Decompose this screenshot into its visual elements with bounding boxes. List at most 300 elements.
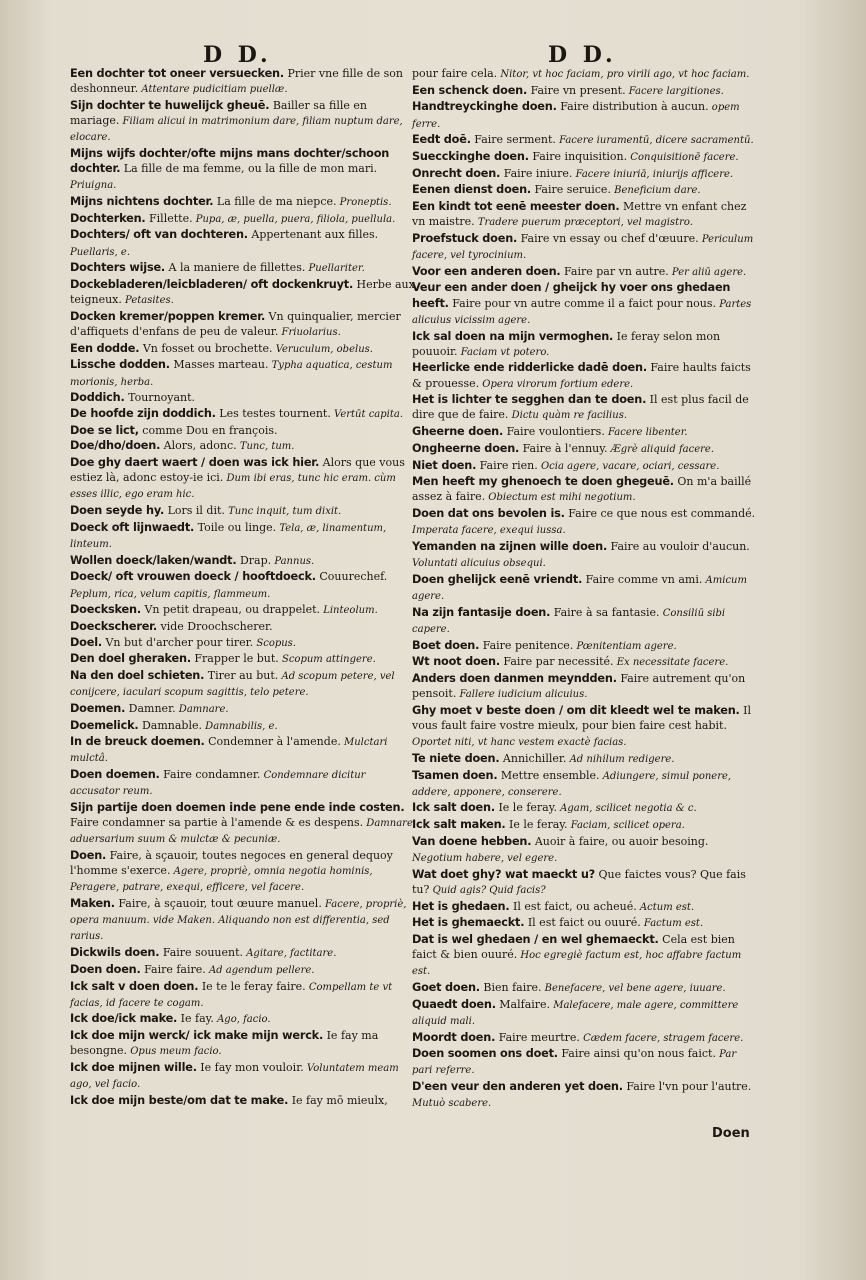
french-gloss: La fille de ma femme, ou la fille de mon mari. xyxy=(120,162,378,176)
french-gloss: Annichiller. xyxy=(499,751,567,765)
headword: Onrecht doen. xyxy=(412,166,501,180)
dictionary-entry xyxy=(70,962,415,978)
latin-gloss: Negotium habere, vel egere. xyxy=(412,853,558,864)
headword: Het is ghemaeckt. xyxy=(412,916,525,930)
header-left: D D. xyxy=(203,42,272,68)
headword: Niet doen. xyxy=(412,458,477,472)
latin-gloss: Pannus. xyxy=(271,555,315,567)
headword: Doe se lict, xyxy=(70,423,139,437)
dictionary-entry xyxy=(70,945,415,961)
dictionary-entry xyxy=(70,277,415,308)
dictionary-entry xyxy=(70,602,415,618)
headword: Na zijn fantasije doen. xyxy=(412,605,551,619)
dictionary-entry xyxy=(70,734,415,766)
french-gloss: Faire ainsi qu'on nous faict. xyxy=(557,1047,716,1061)
dictionary-entry xyxy=(70,309,415,340)
headword: Doeck oft lijnwaedt. xyxy=(70,520,195,534)
headword: Ick doe mijnen wille. xyxy=(70,1060,197,1074)
french-gloss: Ie le feray. xyxy=(494,801,557,815)
dictionary-entry xyxy=(70,503,415,519)
headword: Den doel gheraken. xyxy=(70,652,191,666)
french-gloss: Drap. xyxy=(236,553,272,567)
french-gloss: Faire autrement qu'on pensoit. xyxy=(412,671,746,701)
dictionary-entry xyxy=(412,264,757,280)
latin-gloss: Priuigna. xyxy=(70,180,117,192)
dictionary-entry xyxy=(412,360,757,391)
dictionary-entry xyxy=(412,997,757,1029)
headword: Dat is wel ghedaen / en wel ghemaeckt. xyxy=(412,932,659,946)
latin-gloss: Puellaris, e. xyxy=(70,246,131,258)
latin-gloss: Ad scopum petere, vel conijcere, iaculari scopum sagittis, telo petere. xyxy=(70,670,395,699)
headword: Het is ghedaen. xyxy=(412,899,510,913)
headword: Een schenck doen. xyxy=(412,83,528,97)
dictionary-entry xyxy=(412,915,757,931)
french-gloss: La fille de ma niepce. xyxy=(213,195,337,208)
french-gloss: pour faire cela. xyxy=(412,67,498,80)
dictionary-entry xyxy=(412,638,757,654)
dictionary-entry xyxy=(412,329,757,360)
headword: Ick salt v doen doen. xyxy=(70,979,199,993)
dictionary-entry xyxy=(412,66,757,82)
latin-gloss: Ago, facio. xyxy=(213,1014,271,1026)
dictionary-entry xyxy=(70,455,415,503)
french-gloss: Faire à sa fantasie. xyxy=(550,605,660,619)
headword: Eenen dienst doen. xyxy=(412,183,532,197)
latin-gloss: Actum est. xyxy=(636,901,695,913)
headword: Dochterken. xyxy=(70,211,146,225)
headword: Docken kremer/poppen kremer. xyxy=(70,309,266,323)
dictionary-entry xyxy=(412,506,757,538)
french-gloss: Faire ce que nous est commandé. xyxy=(564,507,756,521)
french-gloss: Prier vne fille de son deshonneur. xyxy=(70,67,403,96)
french-gloss: Ie fay ma besongne. xyxy=(70,1029,379,1058)
latin-gloss: Imperata facere, exequi iussa. xyxy=(412,525,566,537)
french-gloss: Ie fay mō mieulx, xyxy=(288,1093,388,1107)
dictionary-entry xyxy=(70,718,415,734)
latin-gloss: Facere, propriè, opera manuum. vide Maken. Aliquando non est differentia, sed rarius. xyxy=(70,899,407,943)
latin-gloss: Hoc egregiè factum est, hoc affabre factum est. xyxy=(412,950,742,978)
dictionary-entry xyxy=(70,423,415,438)
headword: Doen doen. xyxy=(70,962,141,976)
dictionary-entry xyxy=(412,1046,757,1078)
headword: Men heeft my ghenoech te doen ghegeuē. xyxy=(412,475,674,489)
dictionary-entry xyxy=(70,146,415,194)
french-gloss: Faire pour vn autre comme il a faict pour nous. xyxy=(448,296,717,310)
french-gloss: Faire meurtre. xyxy=(495,1030,580,1044)
headword: Doemen. xyxy=(70,701,126,715)
latin-gloss: Benefacere, vel bene agere, iuuare. xyxy=(541,983,726,994)
dictionary-entry xyxy=(412,424,757,440)
french-gloss: Vn petit drapeau, ou drappelet. xyxy=(140,603,321,617)
dictionary-entry xyxy=(70,701,415,717)
french-gloss: Faire faire. xyxy=(140,962,206,976)
french-gloss: Il est faict ou ouuré. xyxy=(524,916,641,930)
dictionary-entry xyxy=(70,520,415,552)
headword: Wollen doeck/laken/wandt. xyxy=(70,553,237,567)
headword: Ick doe mijn beste/om dat te make. xyxy=(70,1093,289,1107)
dictionary-entry xyxy=(412,474,757,505)
dictionary-entry xyxy=(70,668,415,700)
french-gloss: Faire voulontiers. xyxy=(503,425,605,439)
french-gloss: Bailler sa fille en mariage. xyxy=(70,98,367,128)
latin-gloss: Facere iuramentū, dicere sacramentū. xyxy=(555,135,754,147)
french-gloss: Fillette. xyxy=(145,211,193,225)
left-column xyxy=(70,66,415,1109)
french-gloss: Faire haults faicts & prouesse. xyxy=(412,361,751,390)
french-gloss: Faire, à sçauoir, toutes negoces en general dequoy l'homme s'exerce. xyxy=(70,849,393,878)
french-gloss: Appertenant aux filles. xyxy=(247,228,379,242)
headword: Doe/dho/doen. xyxy=(70,439,161,453)
headword: Gheerne doen. xyxy=(412,425,504,439)
headword: Tsamen doen. xyxy=(412,768,498,782)
latin-gloss: Dum ibi eras, tunc hic eram. cùm esses illic, ego eram hic. xyxy=(70,473,396,501)
latin-gloss: Damnabilis, e. xyxy=(202,720,278,732)
dictionary-entry xyxy=(70,1028,415,1059)
french-gloss: Bien faire. xyxy=(479,981,542,994)
french-gloss: Il vous fault faire vostre mieulx, pour bien faire cest habit. xyxy=(412,703,752,732)
latin-gloss: Periculum facere, vel tyrocinium. xyxy=(412,233,754,262)
headword: Doeck/ oft vrouwen doeck / hooftdoeck. xyxy=(70,570,316,584)
french-gloss: Que faictes vous? Que fais tu? xyxy=(412,867,746,896)
headword: Ongheerne doen. xyxy=(412,441,520,455)
dictionary-entry xyxy=(412,703,757,751)
french-gloss: Frapper le but. xyxy=(190,652,279,666)
headword: Mijns wijfs dochter/ofte mijns mans dochter/schoon dochter. xyxy=(70,146,390,176)
french-gloss: Faire à l'ennuy. xyxy=(519,441,608,455)
latin-gloss: Linteolum. xyxy=(320,605,378,617)
latin-gloss: Dictu quàm re facilius. xyxy=(508,410,628,422)
dictionary-entry xyxy=(412,1079,757,1111)
dictionary-entry xyxy=(70,227,415,259)
french-gloss: Lors il dit. xyxy=(164,504,225,518)
headword: Boet doen. xyxy=(412,638,480,652)
dictionary-entry xyxy=(70,896,415,945)
headword: Heerlicke ende ridderlicke dadē doen. xyxy=(412,361,647,375)
headword: Anders doen danmen meyndden. xyxy=(412,671,617,685)
latin-gloss: Agitare, factitare. xyxy=(243,948,337,960)
headword: Te niete doen. xyxy=(412,751,500,765)
french-gloss: Faire souuent. xyxy=(159,946,244,960)
dictionary-entry xyxy=(412,899,757,915)
latin-gloss: Pupa, æ, puella, puera, filiola, puellula. xyxy=(192,213,396,225)
latin-gloss: Ægrè aliquid facere. xyxy=(607,443,715,455)
headword: Suecckinghe doen. xyxy=(412,149,529,163)
headword: Voor een anderen doen. xyxy=(412,264,561,278)
dictionary-entry xyxy=(70,1011,415,1027)
headword: Doen soomen ons doet. xyxy=(412,1047,558,1061)
headword: Ick doe mijn werck/ ick make mijn werck. xyxy=(70,1029,324,1043)
french-gloss: Faire rien. xyxy=(476,458,538,472)
headword: Mijns nichtens dochter. xyxy=(70,195,214,208)
french-gloss: Faire distribution à aucun. xyxy=(556,100,709,114)
latin-gloss: Quid agis? Quid facis? xyxy=(429,884,546,896)
latin-gloss: Faciam vt potero. xyxy=(457,346,550,358)
dictionary-entry xyxy=(412,654,757,670)
latin-gloss: Tela, æ, linamentum, linteum. xyxy=(70,522,387,550)
dictionary-entry xyxy=(70,66,415,97)
french-gloss: Damner. xyxy=(125,701,176,715)
catchword: Doen xyxy=(712,1126,750,1141)
french-gloss: Faire comme vn ami. xyxy=(582,572,703,586)
running-header xyxy=(0,42,866,68)
latin-gloss: Damnare aduersarium suum & mulctæ & pecuniæ. xyxy=(70,818,413,846)
latin-gloss: Pœnitentiam agere. xyxy=(573,640,677,652)
latin-gloss: Tradere puerum præceptori, vel magistro. xyxy=(474,217,693,229)
french-gloss: Faire condamner. xyxy=(159,768,261,782)
french-gloss: Faire condamner sa partie à l'amende & es despens. xyxy=(70,816,364,830)
dictionary-entry xyxy=(70,979,415,1011)
french-gloss: Ie fay. xyxy=(177,1012,214,1026)
dictionary-entry xyxy=(70,651,415,667)
dictionary-entry xyxy=(412,182,757,198)
latin-gloss: Beneficium dare. xyxy=(610,185,701,197)
headword: Ick doe/ick make. xyxy=(70,1012,178,1026)
headword: Ick salt doen. xyxy=(412,801,495,815)
french-gloss: Vn fosset ou brochette. xyxy=(139,341,273,355)
french-gloss: Vn quinqualier, mercier d'affiquets d'enfans de peu de valeur. xyxy=(70,309,401,338)
dictionary-entry xyxy=(70,1060,415,1092)
headword: Quaedt doen. xyxy=(412,997,496,1011)
latin-gloss: Partes alicuius vicissim agere. xyxy=(412,298,752,326)
latin-gloss: Veruculum, obelus. xyxy=(272,343,373,355)
latin-gloss: Nitor, vt hoc faciam, pro virili ago, vt hoc faciam. xyxy=(497,69,750,80)
dictionary-entry xyxy=(412,83,757,99)
latin-gloss: Attentare pudicitiam puellæ. xyxy=(138,84,288,96)
headword: Doen doemen. xyxy=(70,768,160,782)
latin-gloss: Cædem facere, stragem facere. xyxy=(579,1032,744,1044)
headword: Doeckscherer. xyxy=(70,619,158,633)
latin-gloss: Damnare. xyxy=(175,703,229,715)
headword: Van doene hebben. xyxy=(412,834,532,848)
latin-gloss: Ex necessitate facere. xyxy=(613,657,729,669)
latin-gloss: Amicum agere. xyxy=(412,574,747,602)
headword: Sijn partije doen doemen inde pene ende inde costen. xyxy=(70,800,405,814)
headword: Na den doel schieten. xyxy=(70,668,205,682)
dictionary-entry xyxy=(412,751,757,767)
headword: Handtreyckinghe doen. xyxy=(412,100,557,114)
dictionary-entry xyxy=(412,671,757,702)
latin-gloss: Facere largitiones. xyxy=(625,85,724,97)
dictionary-entry xyxy=(412,800,757,816)
french-gloss: Tirer au but. xyxy=(204,668,279,682)
latin-gloss: Conquisitionē facere. xyxy=(627,151,739,163)
french-gloss: Faire serment. xyxy=(470,133,556,147)
french-gloss: Mettre vn enfant chez vn maistre. xyxy=(412,200,747,229)
french-gloss: Alors que vous estiez là, adonc estoy-ie ici. xyxy=(70,456,405,485)
dictionary-entry xyxy=(412,539,757,571)
headword: Doecksken. xyxy=(70,603,141,617)
french-gloss: Faire penitence. xyxy=(479,638,574,652)
latin-gloss: Obiectum est mihi negotium. xyxy=(485,492,636,504)
dictionary-entry xyxy=(70,1093,415,1108)
headword: In de breuck doemen. xyxy=(70,735,205,749)
latin-gloss: Facere iniuriā, iniurijs afficere. xyxy=(572,168,734,180)
headword: Doemelick. xyxy=(70,718,139,732)
dictionary-entry xyxy=(412,817,757,833)
latin-gloss: Opus meum facio. xyxy=(127,1046,222,1058)
french-gloss: Herbe aux teigneux. xyxy=(70,277,415,307)
headword: Doddich. xyxy=(70,391,125,405)
latin-gloss: Tunc inquit, tum dixit. xyxy=(224,506,342,518)
dictionary-entry xyxy=(70,406,415,422)
dictionary-entry xyxy=(70,390,415,405)
headword: Moordt doen. xyxy=(412,1030,496,1044)
dictionary-entry xyxy=(412,149,757,165)
headword: Ghy moet v beste doen / om dit kleedt wel te maken. xyxy=(412,703,740,717)
latin-gloss: Filiam alicui in matrimonium dare, filiam nuptum dare, elocare. xyxy=(70,116,403,144)
french-gloss: Il est faict, ou acheué. xyxy=(509,899,637,913)
french-gloss: Alors, adonc. xyxy=(160,439,237,453)
headword: Doen seyde hy. xyxy=(70,504,165,518)
latin-gloss: Agere, propriè, omnia negotia hominis, Peragere, patrare, exequi, efficere, vel facere. xyxy=(70,866,373,894)
latin-gloss: Ocia agere, vacare, ociari, cessare. xyxy=(537,460,720,472)
latin-gloss: Proneptis. xyxy=(336,197,392,208)
latin-gloss: Per aliū agere. xyxy=(668,266,747,278)
latin-gloss: Malefacere, male agere, committere aliquid mali. xyxy=(412,999,739,1027)
french-gloss: Les testes tournent. xyxy=(215,406,331,420)
latin-gloss: Par pari referre. xyxy=(412,1049,737,1077)
headword: De hoofde zijn doddich. xyxy=(70,406,216,420)
headword: Doen ghelijck eenē vriendt. xyxy=(412,572,583,586)
french-gloss: Ie le feray. xyxy=(505,818,568,832)
dictionary-entry xyxy=(70,98,415,146)
latin-gloss: Scopum attingere. xyxy=(278,654,376,666)
french-gloss: Cela est bien faict & bien ouuré. xyxy=(412,932,735,962)
headword: Wat doet ghy? wat maeckt u? xyxy=(412,867,596,881)
french-gloss: Faire, à sçauoir, tout œuure manuel. xyxy=(114,897,322,911)
dictionary-entry xyxy=(70,438,415,454)
headword: Sijn dochter te huwelijck gheuē. xyxy=(70,98,270,112)
french-gloss: Faire seruice. xyxy=(531,183,611,197)
headword: Dockebladeren/leicbladeren/ oft dockenkruyt. xyxy=(70,277,354,291)
dictionary-entry xyxy=(412,166,757,182)
dictionary-entry xyxy=(412,768,757,800)
latin-gloss: Faciam, scilicet opera. xyxy=(567,820,685,832)
french-gloss: Faire vn present. xyxy=(527,83,626,97)
dictionary-entry xyxy=(70,553,415,569)
latin-gloss: Opera virorum fortium edere. xyxy=(479,378,634,390)
french-gloss: Faire vn essay ou chef d'œuure. xyxy=(517,231,699,245)
dictionary-entry xyxy=(412,441,757,457)
headword: Het is lichter te segghen dan te doen. xyxy=(412,393,647,407)
headword: Doen. xyxy=(70,849,107,862)
french-gloss: Faire inquisition. xyxy=(528,149,628,163)
headword: Maken. xyxy=(70,897,115,911)
headword: Proefstuck doen. xyxy=(412,231,518,245)
latin-gloss: Mulctari mulctâ. xyxy=(70,737,388,765)
dictionary-entry xyxy=(70,635,415,651)
latin-gloss: Condemnare dicitur accusator reum. xyxy=(70,770,366,798)
french-gloss: Ie feray selon mon pouuoir. xyxy=(412,329,721,358)
latin-gloss: Voluntati alicuius obsequi. xyxy=(412,558,546,570)
dictionary-entry xyxy=(412,99,757,131)
dictionary-entry xyxy=(412,1030,757,1046)
dictionary-entry xyxy=(70,767,415,799)
headword: Wt noot doen. xyxy=(412,655,500,669)
dictionary-entry xyxy=(70,569,415,601)
french-gloss: Faire par necessité. xyxy=(499,655,614,669)
french-gloss: Ie te le feray faire. xyxy=(198,979,306,993)
headword: Goet doen. xyxy=(412,981,480,994)
latin-gloss: Tunc, tum. xyxy=(236,441,295,453)
french-gloss: Il est plus facil de dire que de faire. xyxy=(412,393,749,422)
latin-gloss: Vertūt capita. xyxy=(330,408,404,420)
french-gloss: comme Dou en françois. xyxy=(138,423,278,437)
french-gloss: Couurechef. xyxy=(315,570,388,584)
dictionary-entry xyxy=(412,605,757,637)
french-gloss: A la maniere de fillettes. xyxy=(165,261,306,275)
latin-gloss: Facere libenter. xyxy=(604,427,688,439)
headword: Dochters wijse. xyxy=(70,261,166,275)
latin-gloss: Ad nihilum redigere. xyxy=(566,753,675,765)
latin-gloss: Scopus. xyxy=(253,637,296,649)
headword: Dochters/ oft van dochteren. xyxy=(70,228,248,242)
dictionary-entry xyxy=(412,834,757,866)
dictionary-entry xyxy=(70,341,415,357)
latin-gloss: Consiliū sibi capere. xyxy=(412,607,726,635)
latin-gloss: Ad agendum pellere. xyxy=(205,964,315,976)
french-gloss: Tournoyant. xyxy=(124,391,196,405)
latin-gloss: Friuolarius. xyxy=(278,327,341,338)
dictionary-entry xyxy=(412,980,757,996)
latin-gloss: Compellam te vt facias, id facere te cogam. xyxy=(70,981,393,1009)
dictionary-entry xyxy=(412,932,757,980)
french-gloss: Faire l'vn pour l'autre. xyxy=(622,1080,752,1094)
headword: Lissche dodden. xyxy=(70,358,170,372)
dictionary-entry xyxy=(412,458,757,474)
headword: Een dochter tot oneer versuecken. xyxy=(70,67,284,80)
french-gloss: Toile ou linge. xyxy=(194,520,277,534)
latin-gloss: Voluntatem meam ago, vel facio. xyxy=(70,1062,399,1091)
latin-gloss: Factum est. xyxy=(640,918,704,930)
right-column xyxy=(412,66,757,1112)
headword: Ick sal doen na mijn vermoghen. xyxy=(412,329,614,343)
headword: Ick salt maken. xyxy=(412,818,506,832)
french-gloss: Faire iniure. xyxy=(500,166,573,180)
dictionary-entry xyxy=(412,280,757,328)
dictionary-entry xyxy=(412,867,757,898)
dictionary-entry xyxy=(412,572,757,604)
latin-gloss: Agam, scilicet negotia & c. xyxy=(556,803,697,815)
dictionary-entry xyxy=(70,211,415,227)
latin-gloss: Puellariter. xyxy=(305,263,365,275)
french-gloss: Vn but d'archer pour tirer. xyxy=(101,635,254,649)
french-gloss: vide Droochscherer. xyxy=(157,619,273,633)
dictionary-entry xyxy=(412,392,757,423)
latin-gloss: Typha aquatica, cestum morionis, herba. xyxy=(70,360,393,388)
dictionary-entry xyxy=(70,800,415,848)
dictionary-entry xyxy=(70,357,415,389)
french-gloss: Auoir à faire, ou auoir besoing. xyxy=(531,834,709,848)
dictionary-entry xyxy=(70,848,415,896)
dictionary-entry xyxy=(70,619,415,634)
headword: Doe ghy daert waert / doen was ick hier. xyxy=(70,456,320,469)
dictionary-entry xyxy=(70,194,415,210)
french-gloss: Mettre ensemble. xyxy=(497,768,600,782)
dictionary-entry xyxy=(412,231,757,263)
latin-gloss: opem ferre. xyxy=(412,102,740,130)
latin-gloss: Adiungere, simul ponere, addere, apponere, conserere. xyxy=(412,770,732,798)
headword: Een dodde. xyxy=(70,341,140,355)
headword: Dickwils doen. xyxy=(70,946,160,960)
latin-gloss: Fallere iudicium alicuius. xyxy=(456,689,588,701)
latin-gloss: Mutuò scabere. xyxy=(412,1098,492,1110)
french-gloss: On m'a baillé assez à faire. xyxy=(412,475,752,504)
headword: Eedt doē. xyxy=(412,133,471,147)
headword: D'een veur den anderen yet doen. xyxy=(412,1080,623,1094)
french-gloss: Ie fay mon vouloir. xyxy=(196,1060,304,1074)
headword: Doel. xyxy=(70,635,102,649)
